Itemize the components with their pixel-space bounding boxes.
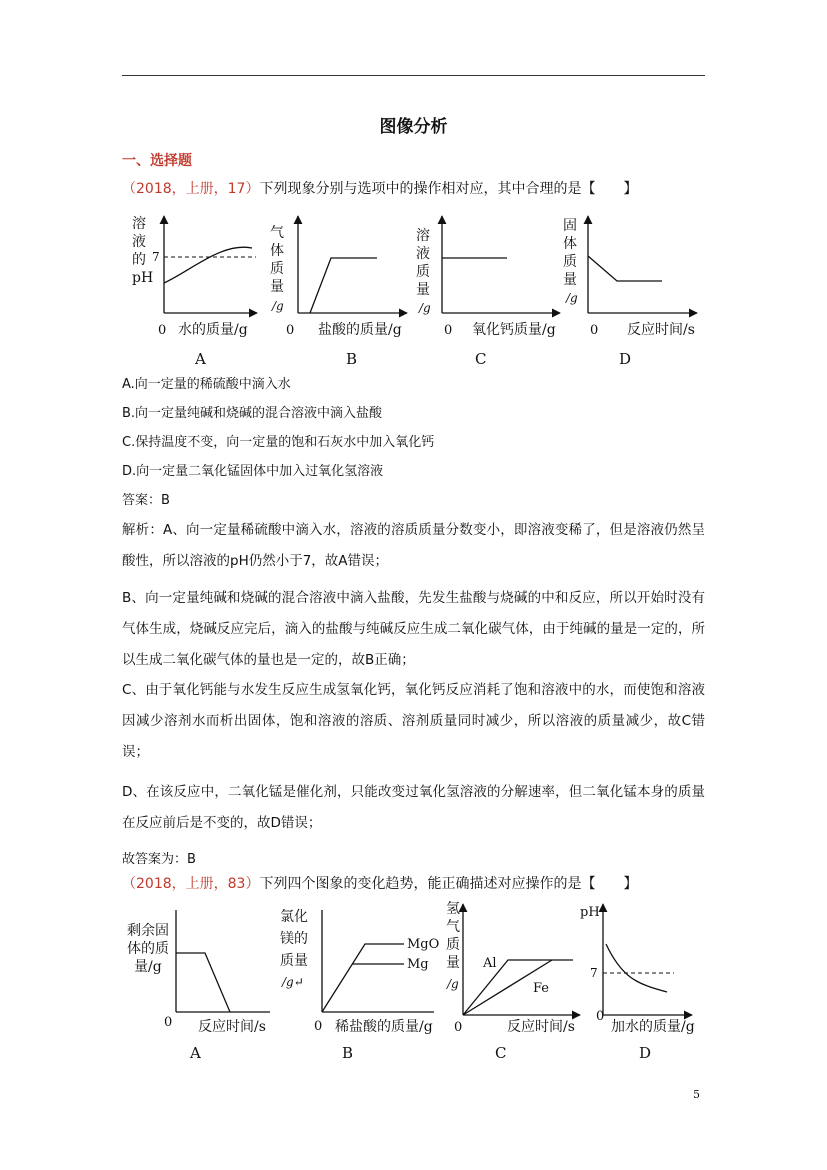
chart-2a: [127, 910, 270, 1062]
chart-1c-origin: 0: [444, 323, 453, 338]
chart-2c-ylabel-1: 氢: [446, 901, 460, 917]
chart-2b-ylabel-3: 质量: [280, 953, 308, 969]
chart-2c-ylabel-4: 量: [446, 955, 460, 971]
analysis-c: C、由于氧化钙能与水发生反应生成氢氧化钙，氧化钙反应消耗了饱和溶液中的水，而使饱和溶液因减少溶剂水而析出固体，饱和溶液的溶质、溶剂质量同时减少，所以溶液的质量减少，故C错误；: [122, 682, 705, 760]
chart-1b-ylabel-1: 气: [270, 225, 284, 241]
chart-1c-ylabel-3: 质: [416, 264, 430, 280]
chart-1d-origin: 0: [590, 323, 599, 338]
chart-2b-series-mg: Mg: [407, 957, 429, 972]
final-answer: 故答案为：B: [122, 852, 196, 867]
chart-1d-xlabel: 反应时间/s: [627, 322, 695, 338]
chart-2b-ylabel-4: /g↵: [282, 975, 304, 989]
question-1-text: 下列现象分别与选项中的操作相对应，其中合理的是【 】: [259, 181, 638, 197]
question-2-text: 下列四个图象的变化趋势，能正确描述对应操作的是【 】: [259, 876, 638, 892]
chart-1a-ylabel-2: 液: [132, 234, 146, 250]
chart-2a-ylabel-3: 量/g: [134, 959, 162, 975]
chart-1b-ylabel-2: 体: [270, 243, 284, 259]
chart-2c-origin: 0: [454, 1020, 463, 1035]
chart-1c-ylabel-5: /g: [419, 301, 431, 315]
chart-1b-ylabel-4: 量: [270, 279, 284, 295]
chart-2c: [446, 901, 580, 1062]
chart-1b-ylabel-3: 质: [270, 261, 284, 277]
chart-1b-xlabel: 盐酸的质量/g: [318, 322, 402, 338]
chart-1d-ylabel-3: 质: [563, 254, 577, 270]
chart-1b: [270, 216, 407, 368]
chart-1d-ylabel-2: 体: [563, 236, 577, 252]
question-2-stem: [122, 873, 637, 893]
chart-1d: [563, 216, 697, 368]
header-rule: [122, 75, 705, 76]
chart-2c-series-fe: Fe: [533, 981, 550, 996]
chart-2b-ylabel-1: 氯化: [280, 909, 308, 925]
chart-2a-ylabel-1: 剩余固: [127, 923, 169, 939]
answer: 答案：B: [122, 493, 170, 508]
chart-2b: [280, 909, 439, 1062]
chart-1d-ylabel-1: 固: [563, 218, 577, 234]
chart-1b-ylabel-5: /g: [272, 299, 284, 313]
chart-1d-ylabel-4: 量: [563, 272, 577, 288]
chart-1a-ylabel-4: pH: [132, 270, 154, 286]
chart-1c-xlabel: 氧化钙质量/g: [472, 322, 556, 338]
chart-2b-series-mgo: MgO: [407, 937, 440, 952]
question-2-source: （2018，上册，83）: [122, 876, 260, 892]
chart-2b-origin: 0: [314, 1019, 323, 1034]
chart-1c-label: C: [475, 350, 487, 368]
option-b: B.向一定量纯碱和烧碱的混合溶液中滴入盐酸: [122, 406, 383, 421]
chart-1b-origin: 0: [286, 323, 295, 338]
chart-1c-ylabel-2: 液: [416, 246, 430, 262]
chart-1a-xlabel: 水的质量/g: [178, 322, 248, 338]
page-title: 图像分析: [379, 117, 448, 137]
chart-2d-label: D: [639, 1044, 652, 1062]
analysis-b: B、向一定量纯碱和烧碱的混合溶液中滴入盐酸，先发生盐酸与烧碱的中和反应，所以开始时没有气体生成，烧碱反应完后，滴入的盐酸与纯碱反应生成二氧化碳气体，由于纯碱的量是一定的，所以生成二氧化碳气体的量也是一定的，故B正确；: [122, 590, 705, 668]
chart-2c-label: C: [495, 1044, 507, 1062]
chart-2a-xlabel: 反应时间/s: [198, 1019, 266, 1035]
question-1-stem: [122, 178, 637, 198]
chart-2d-xlabel: 加水的质量/g: [611, 1019, 695, 1035]
chart-2c-ylabel-2: 气: [446, 919, 460, 935]
chart-1c-ylabel-1: 溶: [416, 228, 430, 244]
option-a: A.向一定量的稀硫酸中滴入水: [122, 377, 291, 392]
section-heading: 一、选择题: [122, 153, 192, 169]
chart-2b-ylabel-2: 镁的: [280, 931, 308, 947]
chart-1a-origin: 0: [158, 323, 167, 338]
chart-1a-label: A: [195, 350, 206, 368]
page-number: 5: [693, 1088, 700, 1101]
chart-2c-ylabel-5: /g: [447, 977, 459, 991]
analysis-a: 解析：A、向一定量稀硫酸中滴入水，溶液的溶质质量分数变小，即溶液变稀了，但是溶液仍然呈酸性，所以溶液的pH仍然小于7，故A错误；: [122, 522, 705, 569]
chart-1d-ylabel-5: /g: [566, 291, 578, 305]
chart-2b-label: B: [342, 1044, 354, 1062]
chart-2d-tick-7: 7: [590, 966, 598, 980]
analysis-d: D、在该反应中，二氧化锰是催化剂，只能改变过氧化氢溶液的分解速率，但二氧化锰本身的质量在反应前后是不变的，故D错误；: [122, 784, 705, 831]
chart-1c: [416, 216, 560, 368]
chart-2c-series-al: Al: [483, 956, 497, 971]
chart-2d-origin: 0: [596, 1009, 605, 1024]
chart-1c-ylabel-4: 量: [416, 282, 430, 298]
chart-1a-ylabel-1: 溶: [132, 216, 146, 232]
option-c: C.保持温度不变，向一定量的饱和石灰水中加入氧化钙: [122, 435, 435, 450]
chart-1a-tick-7: 7: [152, 250, 160, 264]
chart-2a-ylabel-2: 体的质: [127, 941, 169, 957]
option-d: D.向一定量二氧化锰固体中加入过氧化氢溶液: [122, 464, 384, 479]
chart-1b-label: B: [346, 350, 358, 368]
chart-1a: [132, 215, 257, 368]
chart-2b-xlabel: 稀盐酸的质量/g: [335, 1019, 433, 1035]
question-1-source: （2018，上册，17）: [122, 181, 260, 197]
chart-2d-ylabel: pH: [580, 905, 600, 920]
chart-2c-ylabel-3: 质: [446, 937, 460, 953]
question-1-figure: [122, 210, 722, 379]
chart-1d-label: D: [619, 350, 632, 368]
chart-2c-xlabel: 反应时间/s: [507, 1019, 575, 1035]
question-2-figure: [122, 898, 712, 1072]
chart-1a-ylabel-3: 的: [132, 252, 146, 268]
chart-2a-label: A: [190, 1044, 201, 1062]
chart-2d: [580, 904, 695, 1062]
chart-2a-origin: 0: [164, 1015, 173, 1030]
